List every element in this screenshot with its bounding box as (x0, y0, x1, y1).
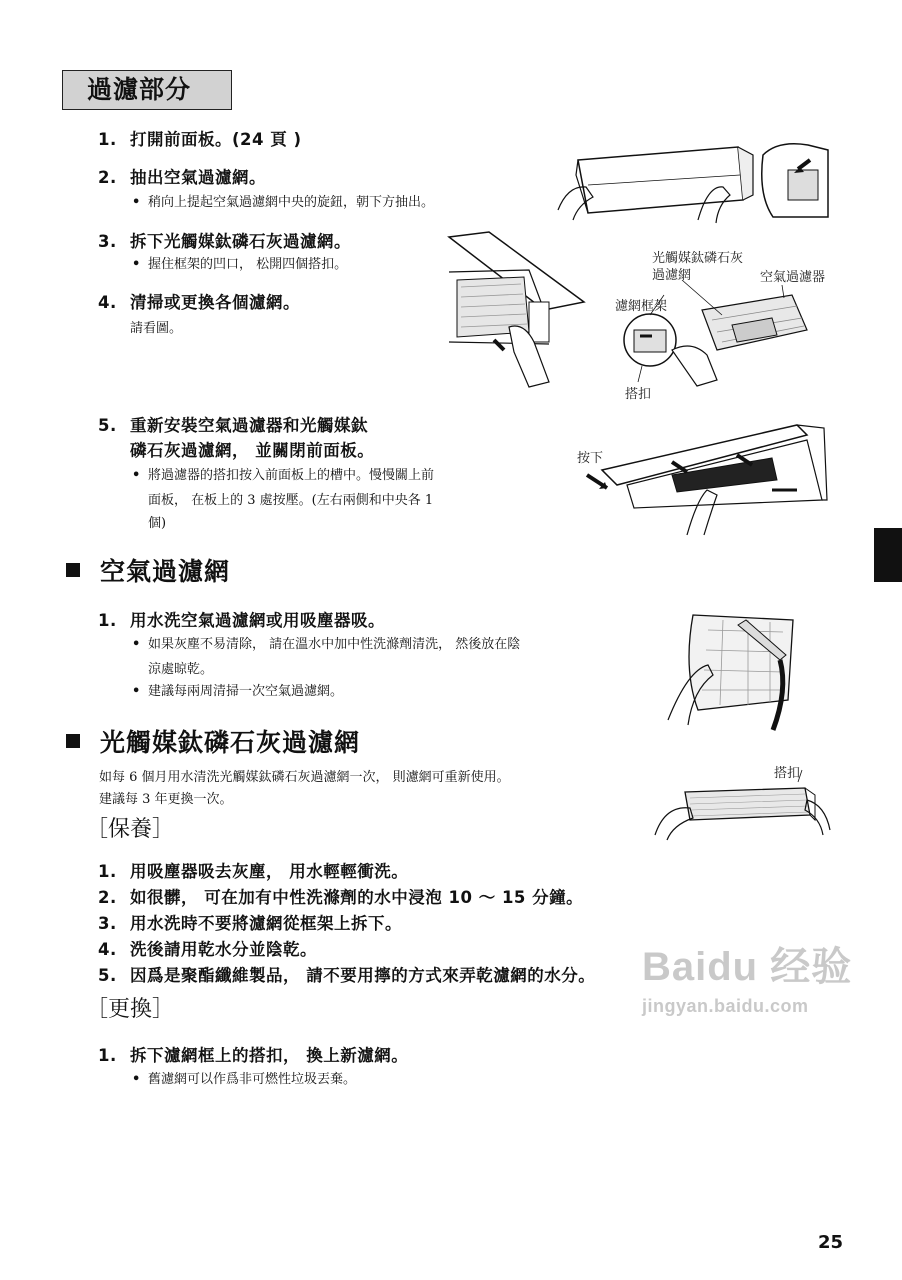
maintenance-step-5 (98, 962, 595, 986)
maintenance-step-3 (98, 910, 402, 934)
step-number: 4. (98, 293, 117, 312)
step-text: 因爲是聚酯纖維製品， 請不要用擰的方式來弄乾濾網的水分。 (130, 966, 596, 985)
bullet: • (132, 684, 141, 699)
label-hook: 搭扣 (625, 387, 652, 402)
illustration-remove-filter (449, 232, 589, 392)
step-text: 抽出空氣過濾網。 (130, 168, 266, 187)
label-air-filter: 空氣過濾器 (760, 270, 826, 285)
maintenance-heading: ［保養］ (86, 817, 175, 842)
square-bullet-icon (66, 734, 80, 748)
step-4 (98, 289, 300, 313)
label-press: 按下 (577, 451, 604, 466)
step-number: 2. (98, 168, 117, 187)
label-photocatalyst-2: 過濾網 (652, 268, 692, 283)
section-photocatalyst-heading (66, 723, 360, 759)
step-3-bullet (132, 253, 347, 272)
step-number: 3. (98, 232, 117, 251)
step-text: 如很髒， 可在加有中性洗滌劑的水中浸泡 10 ～ 15 分鐘。 (130, 888, 584, 907)
bullet: • (132, 468, 141, 483)
section-title-box: 過濾部分 (62, 70, 232, 110)
step-number: 4. (98, 940, 117, 959)
watermark (642, 935, 852, 1017)
photo-intro-line2: 建議每 3 年更換一次。 (99, 792, 233, 807)
step-number: 5. (98, 966, 117, 985)
illustration-pull-filter (548, 125, 838, 225)
maintenance-step-1 (98, 858, 408, 882)
step-number: 1. (98, 130, 117, 149)
watermark-url: jingyan.baidu.com (642, 996, 809, 1016)
step-5-line2: 磷石灰過濾網， 並關閉前面板。 (130, 441, 375, 460)
air-bullet-1 (132, 633, 520, 652)
bullet-text: 將過濾器的搭扣按入前面板上的槽中。慢慢關上前 (148, 468, 435, 483)
air-step-1 (98, 607, 385, 631)
step-number: 2. (98, 888, 117, 907)
step-text: 打開前面板。(24 頁 ) (130, 130, 302, 149)
air-bullet-2 (132, 680, 343, 699)
step-5-bullet-line3: 個) (148, 516, 167, 531)
bullet: • (132, 257, 141, 272)
bullet-text: 握住框架的凹口， 松開四個搭扣。 (148, 257, 348, 272)
step-text: 清掃或更換各個濾網。 (130, 293, 300, 312)
section-photocatalyst-title: 光觸媒鈦磷石灰過濾網 (100, 728, 361, 757)
square-bullet-icon (66, 563, 80, 577)
bullet: • (132, 1072, 141, 1087)
step-text: 拆下濾網框上的搭扣， 換上新濾網。 (130, 1046, 409, 1065)
bullet-text: 建議每兩周清掃一次空氣過濾網。 (148, 684, 344, 699)
step-text: 洗後請用乾水分並陰乾。 (130, 940, 317, 959)
step-number: 1. (98, 862, 117, 881)
bullet: • (132, 637, 141, 652)
bullet-text: 舊濾網可以作爲非可燃性垃圾丟棄。 (148, 1072, 357, 1087)
page-number: 25 (818, 1232, 844, 1253)
step-3 (98, 228, 351, 252)
maintenance-step-2 (98, 884, 583, 908)
step-number: 3. (98, 914, 117, 933)
step-5-bullet-line2: 面板， 在板上的 3 處按壓。(左右兩側和中央各 1 (148, 493, 434, 508)
replace-bullet (132, 1068, 356, 1087)
step-4-note: 請看圖。 (130, 321, 183, 336)
bullet-text: 如果灰塵不易清除， 請在溫水中加中性洗滌劑清洗， 然後放在陰 (148, 637, 521, 652)
step-number: 1. (98, 611, 117, 630)
watermark-logo: Baidu 经验 (642, 945, 853, 989)
replace-heading: ［更換］ (86, 997, 175, 1022)
illustration-vacuum-filter (668, 610, 798, 735)
label-photocatalyst: 光觸媒鈦磷石灰 (652, 251, 744, 266)
air-bullet-1-line2: 涼處晾乾。 (148, 662, 214, 677)
illustration-close-panel (572, 420, 832, 535)
section-air-filter-heading (66, 552, 230, 588)
maintenance-step-4 (98, 936, 317, 960)
step-5-bullet (132, 464, 434, 483)
chapter-tab (874, 528, 902, 582)
step-number: 5. (98, 416, 117, 435)
replace-step-1 (98, 1042, 408, 1066)
label-filter-frame: 濾網框架 (615, 299, 668, 314)
step-text: 重新安裝空氣過濾器和光觸媒鈦 (130, 416, 368, 435)
step-2-bullet (132, 191, 434, 210)
section-air-filter-title: 空氣過濾網 (100, 557, 231, 586)
step-number: 1. (98, 1046, 117, 1065)
bullet: • (132, 195, 141, 210)
step-2 (98, 164, 266, 188)
label-hook-2: 搭扣 (774, 766, 801, 781)
illustration-photocatalyst-filter (655, 770, 835, 840)
step-text: 用吸塵器吸去灰塵， 用水輕輕衝洗。 (130, 862, 409, 881)
photo-intro-line1: 如每 6 個月用水清洗光觸媒鈦磷石灰過濾網一次， 則濾網可重新使用。 (99, 770, 510, 785)
step-text: 拆下光觸媒鈦磷石灰過濾網。 (130, 232, 351, 251)
step-1 (98, 126, 302, 150)
step-text: 用水洗時不要將濾網從框架上拆下。 (130, 914, 402, 933)
step-text: 用水洗空氣過濾網或用吸塵器吸。 (130, 611, 385, 630)
bullet-text: 稍向上提起空氣過濾網中央的旋鈕，朝下方抽出。 (148, 195, 435, 210)
step-5 (98, 412, 368, 436)
